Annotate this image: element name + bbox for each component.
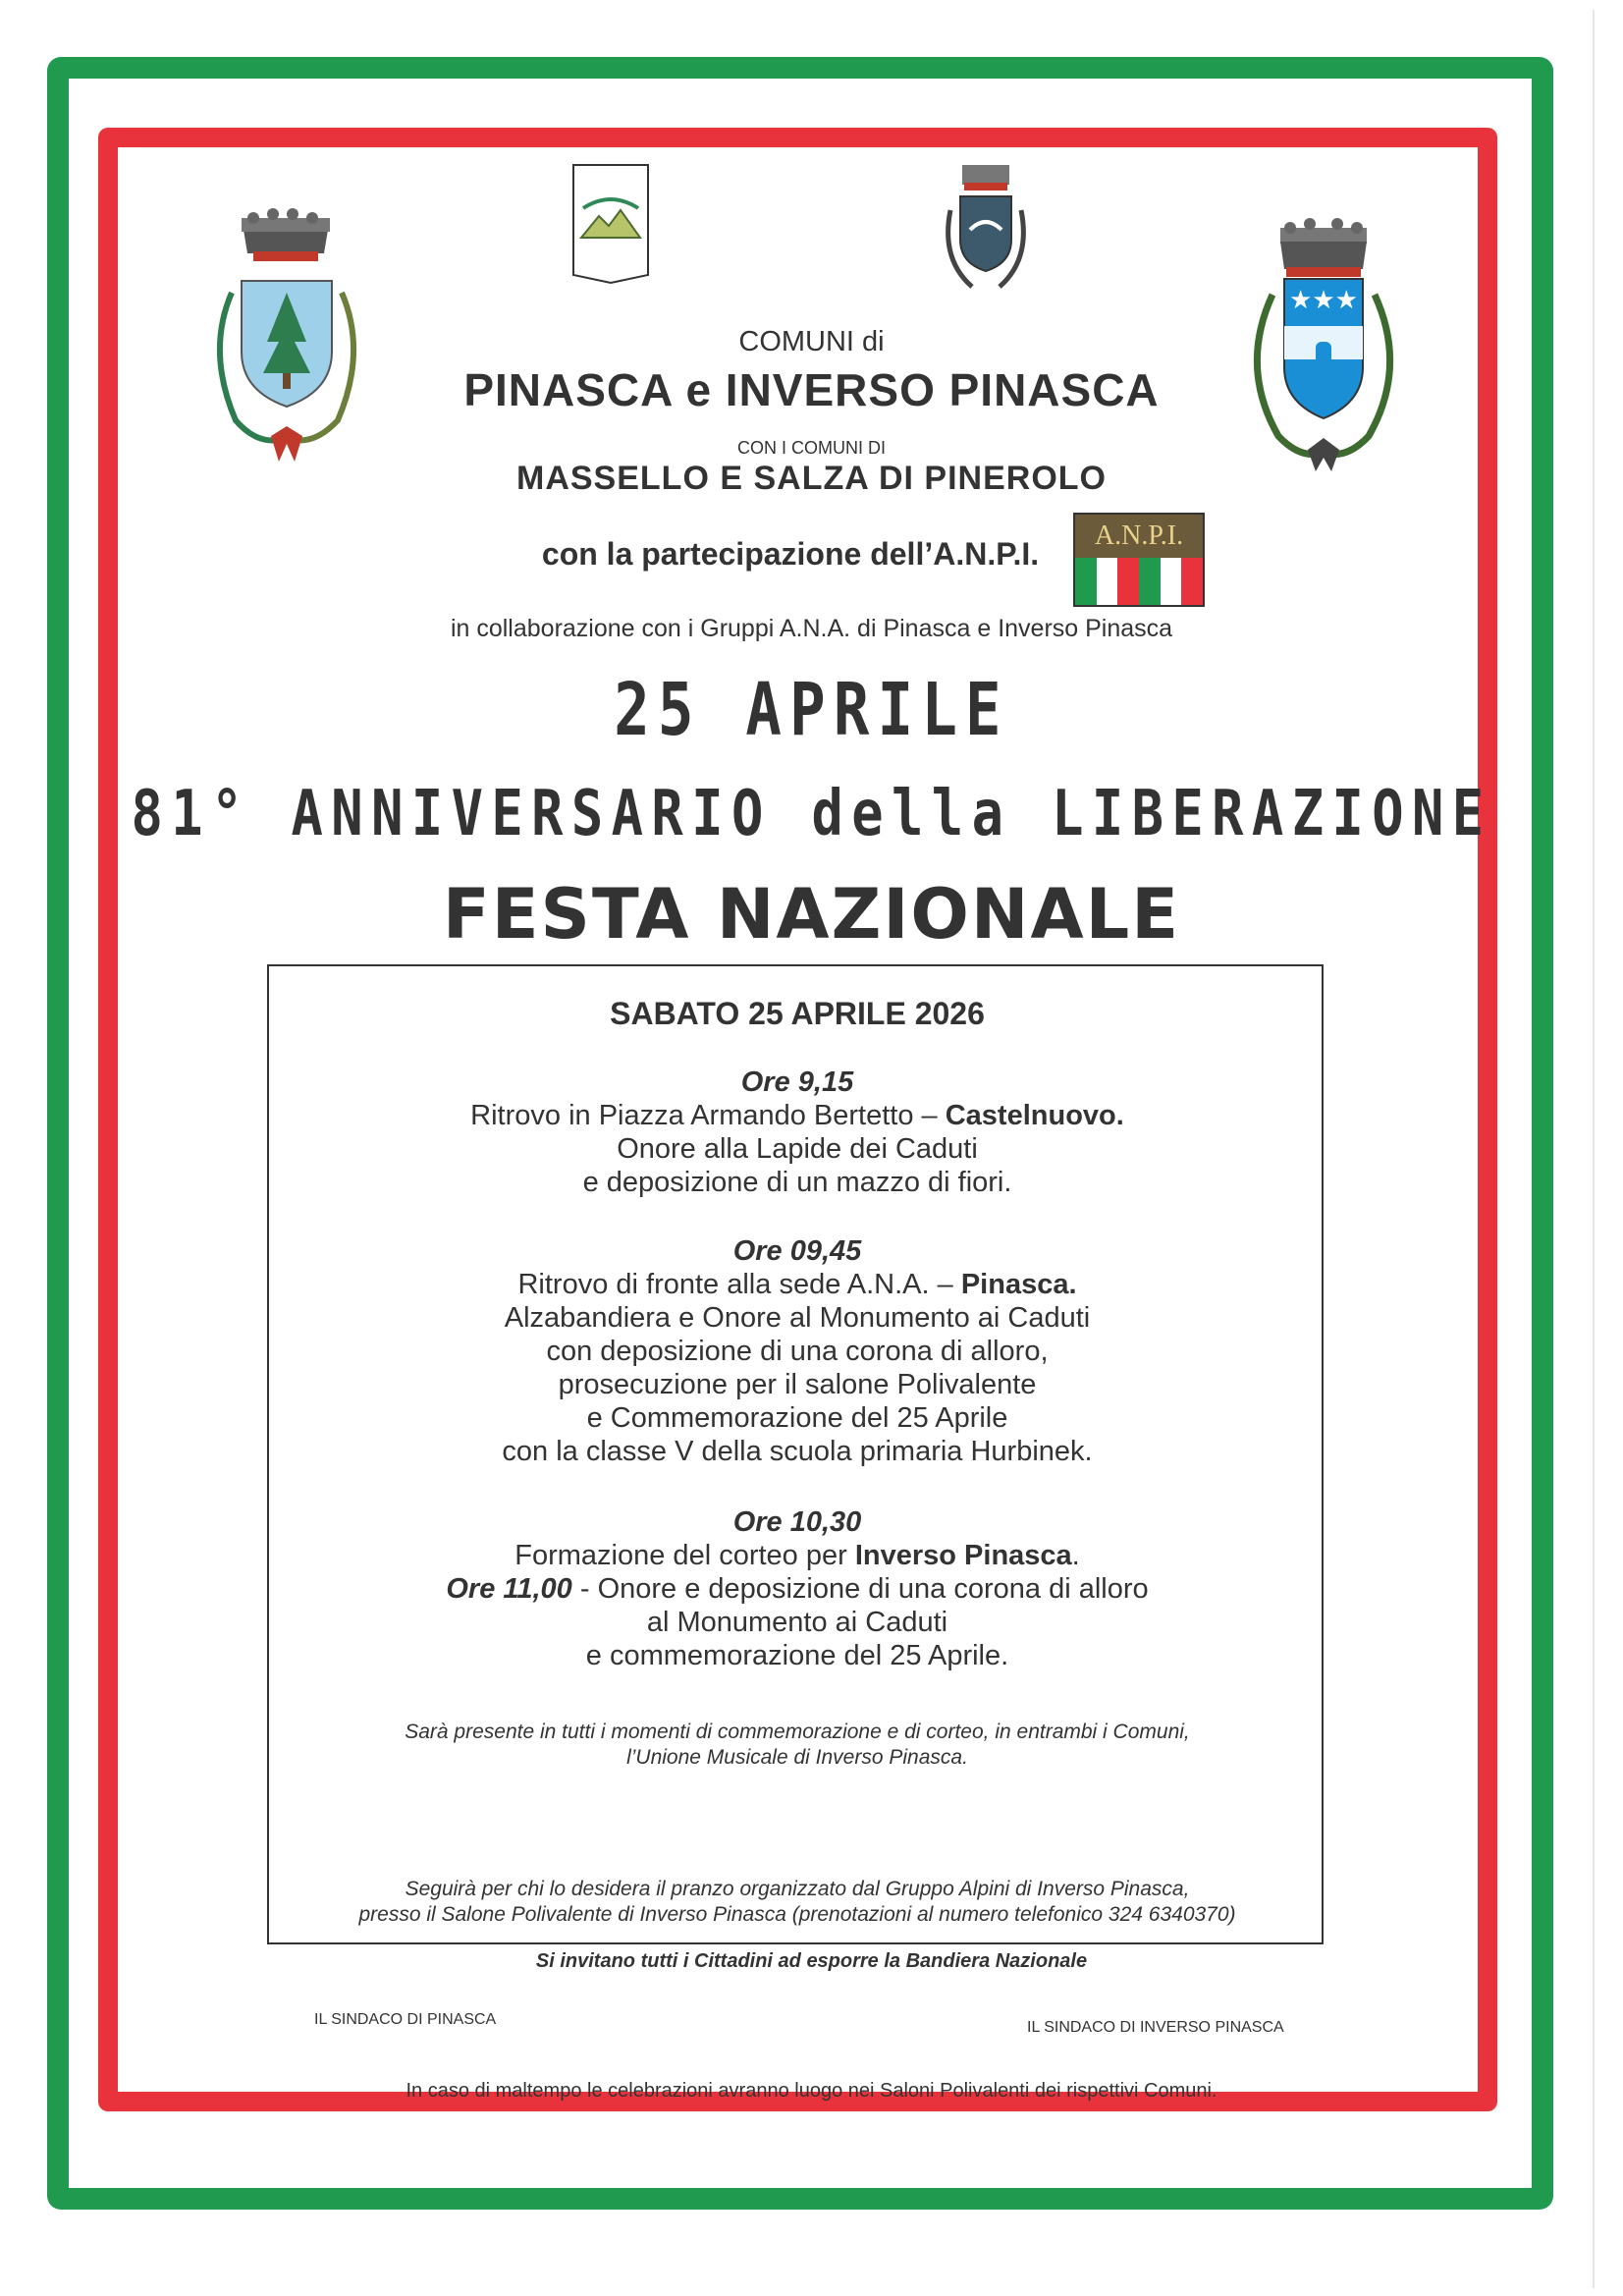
event-time: Ore 9,15	[740, 1066, 854, 1098]
event-line: Ore 11,00 - Onore e deposizione di una corona di alloro	[446, 1573, 1149, 1605]
event-line: Formazione del corteo per Inverso Pinasca.	[514, 1540, 1080, 1571]
note-line: Sarà presente in tutti i momenti di commemorazione e di corteo, in entrambi i Comuni,	[405, 1721, 1190, 1743]
svg-text:★★★: ★★★	[1289, 286, 1358, 315]
other-municipalities-title: MASSELLO E SALZA DI PINEROLO	[516, 460, 1107, 497]
mayor-pinasca-signature: IL SINDACO DI PINASCA	[314, 2011, 497, 2028]
mountain-logo-icon	[569, 161, 652, 285]
small-coat-of-arms-icon	[937, 161, 1035, 308]
event-line: con la classe V della scuola primaria Hurbinek.	[502, 1436, 1093, 1467]
anpi-participation: con la partecipazione dell’A.N.P.I.	[541, 536, 1040, 572]
anniversary-title: 81° ANNIVERSARIO della LIBERAZIONE	[131, 778, 1492, 850]
mayor-inverso-pinasca-signature: IL SINDACO DI INVERSO PINASCA	[1027, 2019, 1284, 2036]
collaboration-line: in collaborazione con i Gruppi A.N.A. di Pinasca e Inverso Pinasca	[450, 615, 1173, 642]
event-line: e Commemorazione del 25 Aprile	[586, 1402, 1008, 1434]
event-line: prosecuzione per il salone Polivalente	[558, 1369, 1037, 1400]
note-line: Seguirà per chi lo desidera il pranzo organizzato dal Gruppo Alpini di Inverso Pinasca,	[405, 1878, 1190, 1900]
event-line: e deposizione di un mazzo di fiori.	[582, 1167, 1012, 1198]
municipalities-title: PINASCA e INVERSO PINASCA	[463, 364, 1160, 415]
event-line: Ritrovo in Piazza Armando Bertetto – Castelnuovo.	[470, 1100, 1124, 1131]
event-time: Ore 09,45	[732, 1235, 862, 1267]
event-line: Onore alla Lapide dei Caduti	[617, 1133, 978, 1165]
event-line: Ritrovo di fronte alla sede A.N.A. – Pinasca.	[517, 1269, 1077, 1300]
festa-nazionale-title: FESTA NAZIONALE	[442, 874, 1181, 955]
bad-weather-notice: In caso di maltempo le celebrazioni avranno luogo nei Saloni Polivalenti dei rispettivi Comuni.	[406, 2080, 1217, 2102]
event-line: al Monumento ai Caduti	[646, 1607, 948, 1638]
comuni-di-label: COMUNI di	[738, 326, 885, 357]
flag-invitation: Si invitano tutti i Cittadini ad esporre la Bandiera Nazionale	[535, 1950, 1088, 1972]
event-time: Ore 10,30	[732, 1506, 862, 1538]
note-line: presso il Salone Polivalente di Inverso Pinasca (prenotazioni al numero telefonico 324 6340370)	[358, 1903, 1236, 1926]
anpi-badge-label: A.N.P.I.	[1075, 515, 1203, 558]
con-i-comuni-label: CON I COMUNI DI	[737, 438, 886, 458]
note-line: l’Unione Musicale di Inverso Pinasca.	[626, 1746, 968, 1769]
event-line: Alzabandiera e Onore al Monumento ai Caduti	[504, 1302, 1091, 1334]
program-day: SABATO 25 APRILE 2026	[610, 996, 985, 1031]
event-line: con deposizione di una corona di alloro,	[546, 1336, 1049, 1367]
program-box	[267, 964, 1324, 1944]
event-line: e commemorazione del 25 Aprile.	[585, 1640, 1009, 1671]
date-title: 25 APRILE	[614, 668, 1009, 752]
